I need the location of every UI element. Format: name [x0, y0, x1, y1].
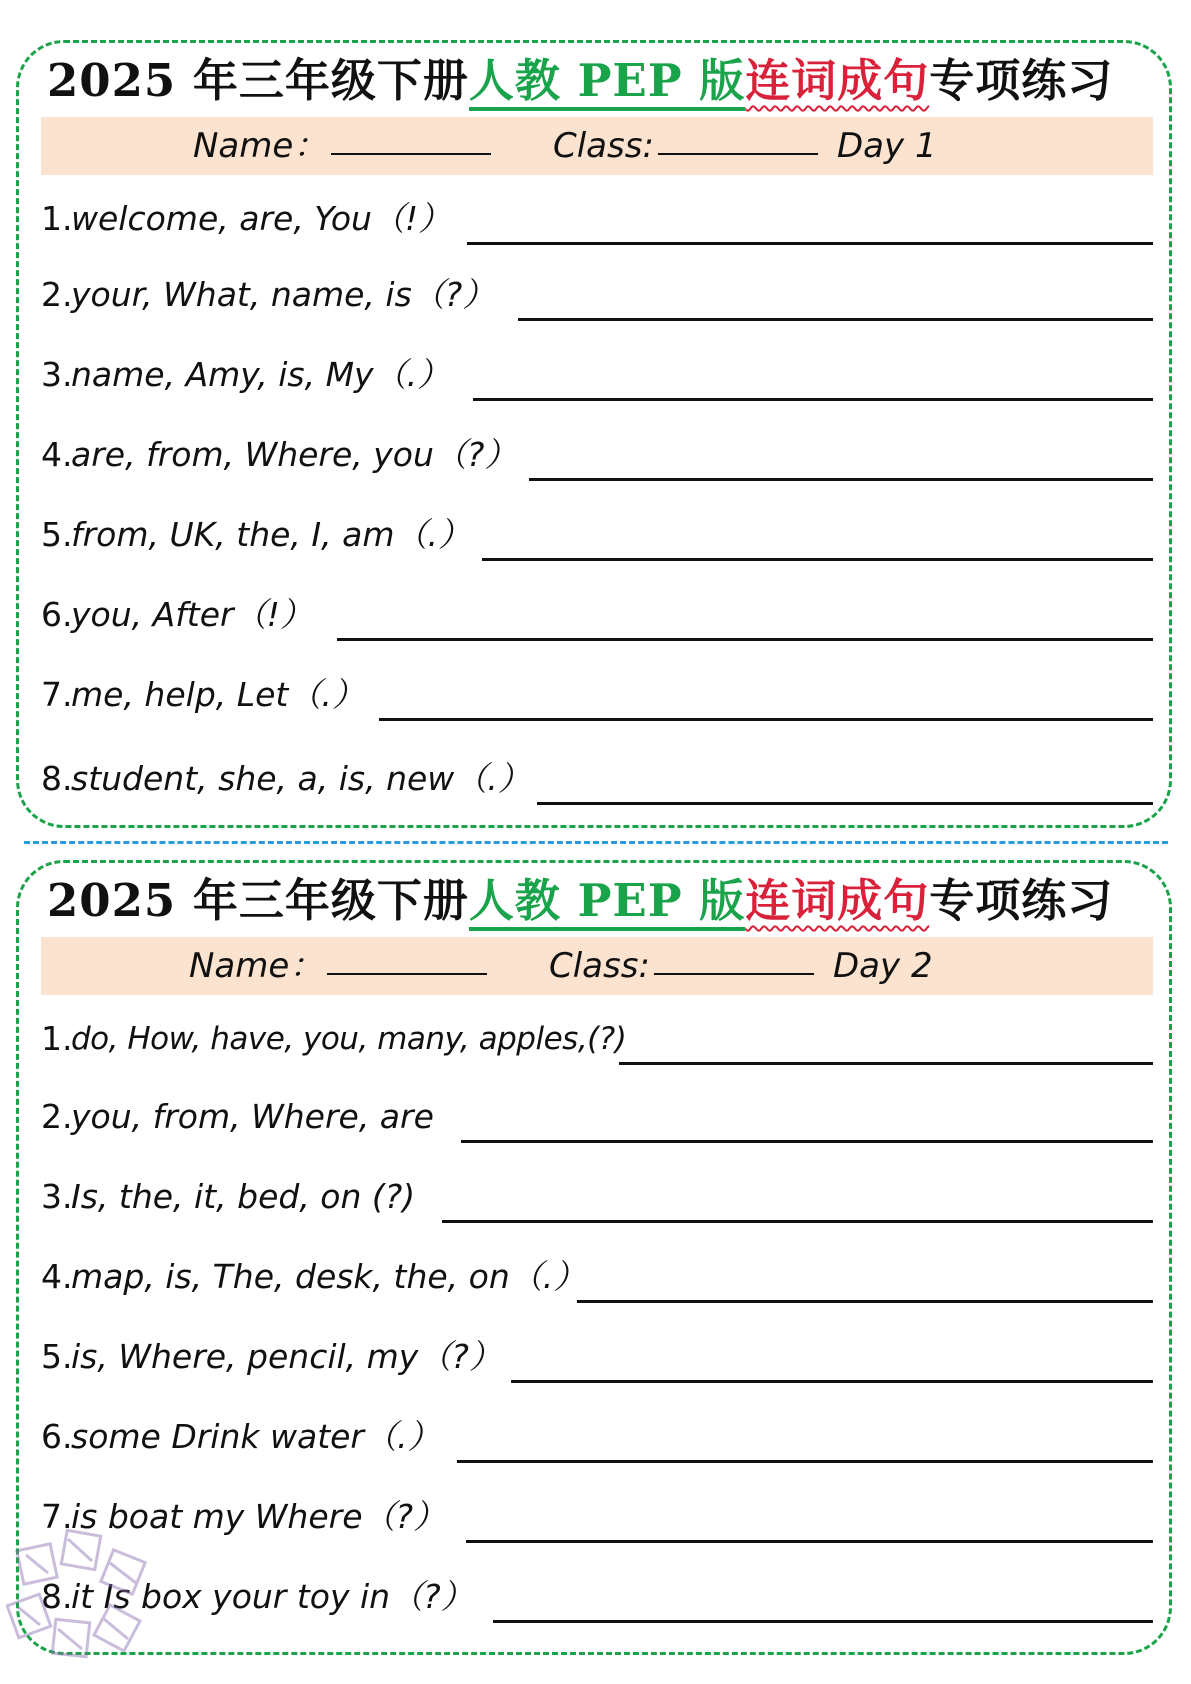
question-row — [41, 346, 1153, 404]
name-blank[interactable] — [327, 937, 487, 975]
class-blank[interactable] — [654, 937, 814, 975]
answer-line[interactable] — [457, 1460, 1153, 1463]
question-number: 7. — [41, 675, 73, 714]
question-row — [41, 586, 1153, 644]
question-words: it Is box your toy in（?） — [71, 1577, 474, 1616]
day-label: Day 1 — [837, 126, 937, 166]
question-number: 2. — [41, 275, 73, 314]
question-number: 7. — [41, 1497, 73, 1536]
answer-line[interactable] — [493, 1620, 1153, 1623]
question-number: 6. — [41, 1417, 73, 1456]
question-words: welcome, are, You（!） — [71, 199, 452, 238]
worksheet-title — [47, 49, 1157, 113]
question-row — [41, 1488, 1153, 1546]
class-blank[interactable] — [658, 117, 818, 155]
question-row — [41, 1010, 1153, 1068]
answer-line[interactable] — [442, 1220, 1153, 1223]
question-number: 8. — [41, 759, 73, 798]
name-label: Name： — [189, 946, 324, 986]
question-words: name, Amy, is, My（.） — [71, 355, 451, 394]
question-words: from, UK, the, I, am（.） — [71, 515, 471, 554]
answer-line[interactable] — [461, 1140, 1153, 1143]
question-row — [41, 190, 1153, 248]
question-words: your, What, name, is（?） — [71, 275, 496, 314]
name-label: Name： — [193, 126, 328, 166]
answer-line[interactable] — [511, 1380, 1153, 1383]
question-row — [41, 1088, 1153, 1146]
student-info-band — [41, 937, 1153, 995]
question-words: is, Where, pencil, my（?） — [71, 1337, 502, 1376]
question-words: map, is, The, desk, the, on（.） — [71, 1257, 587, 1296]
name-blank[interactable] — [331, 117, 491, 155]
question-number: 3. — [41, 355, 73, 394]
question-number: 3. — [41, 1177, 73, 1216]
class-field[interactable] — [549, 937, 814, 995]
answer-line[interactable] — [577, 1300, 1153, 1303]
worksheet-card-day-1 — [16, 40, 1172, 828]
question-number: 4. — [41, 1257, 73, 1296]
class-label: Class: — [553, 126, 654, 166]
question-row — [41, 666, 1153, 724]
question-row — [41, 1568, 1153, 1626]
question-row — [41, 1248, 1153, 1306]
question-number: 5. — [41, 515, 73, 554]
answer-line[interactable] — [619, 1062, 1153, 1065]
question-number: 6. — [41, 595, 73, 634]
question-row — [41, 266, 1153, 324]
answer-line[interactable] — [466, 1540, 1153, 1543]
title-grade: 2025 年三年级下册 — [47, 54, 469, 107]
answer-line[interactable] — [518, 318, 1153, 321]
question-number: 8. — [41, 1577, 73, 1616]
title-grade: 2025 年三年级下册 — [47, 874, 469, 927]
answer-line[interactable] — [337, 638, 1153, 641]
question-row — [41, 1408, 1153, 1466]
question-words: you, from, Where, are — [71, 1097, 434, 1136]
question-words: is boat my Where（?） — [71, 1497, 447, 1536]
question-words: Is, the, it, bed, on (?) — [71, 1177, 416, 1216]
question-number: 1. — [41, 1019, 73, 1058]
question-row — [41, 1168, 1153, 1226]
watermark-stamp-icon — [6, 1525, 166, 1675]
question-number: 4. — [41, 435, 73, 474]
question-row — [41, 750, 1153, 808]
question-number: 5. — [41, 1337, 73, 1376]
answer-line[interactable] — [467, 242, 1153, 245]
title-topic: 连词成句 — [745, 54, 930, 107]
question-number: 1. — [41, 199, 73, 238]
title-practice: 专项练习 — [929, 54, 1114, 107]
class-label: Class: — [549, 946, 650, 986]
day-label: Day 2 — [833, 946, 933, 986]
question-words: do, How, have, you, many, apples,(?) — [71, 1021, 627, 1057]
title-edition: 人教 PEP 版 — [469, 874, 745, 931]
worksheet-title — [47, 869, 1157, 933]
cut-divider — [24, 841, 1168, 844]
question-words: some Drink water（.） — [71, 1417, 441, 1456]
question-row — [41, 1328, 1153, 1386]
name-field[interactable] — [189, 937, 487, 995]
question-row — [41, 426, 1153, 484]
question-words: are, from, Where, you（?） — [71, 435, 518, 474]
answer-line[interactable] — [379, 718, 1153, 721]
student-info-band — [41, 117, 1153, 175]
question-words: you, After（!） — [71, 595, 313, 634]
answer-line[interactable] — [482, 558, 1153, 561]
question-row — [41, 506, 1153, 564]
title-topic: 连词成句 — [745, 874, 930, 927]
answer-line[interactable] — [537, 802, 1153, 805]
question-words: me, help, Let（.） — [71, 675, 365, 714]
worksheet-card-day-2 — [16, 860, 1172, 1655]
answer-line[interactable] — [473, 398, 1153, 401]
title-practice: 专项练习 — [929, 874, 1114, 927]
answer-line[interactable] — [529, 478, 1153, 481]
question-number: 2. — [41, 1097, 73, 1136]
question-words: student, she, a, is, new（.） — [71, 759, 531, 798]
title-edition: 人教 PEP 版 — [469, 54, 745, 111]
name-field[interactable] — [193, 117, 491, 175]
class-field[interactable] — [553, 117, 818, 175]
